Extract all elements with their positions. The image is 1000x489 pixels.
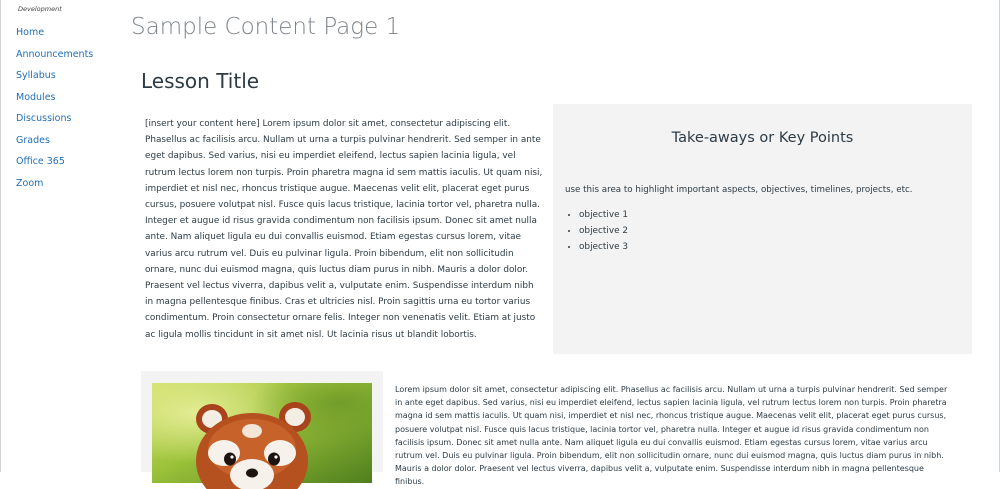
sidebar-item-syllabus[interactable]: Syllabus [16, 70, 56, 81]
course-label: Development [18, 5, 62, 13]
course-sidebar [0, 0, 110, 472]
sidebar-item-modules[interactable]: Modules [16, 91, 56, 103]
sidebar-item-zoom[interactable]: Zoom [16, 177, 44, 189]
sidebar-item-office-365[interactable]: Office 365 [16, 156, 65, 167]
red-panda-photo-icon [152, 383, 372, 483]
lesson-title: Lesson Title [141, 69, 260, 93]
course-nav [16, 26, 93, 198]
objective-item: • objective 1 [579, 208, 628, 224]
sidebar-item-grades[interactable]: Grades [16, 134, 50, 146]
sidebar-item-discussions[interactable]: Discussions [16, 113, 72, 124]
section-body-text: Lorem ipsum dolor sit amet, consectetur adipiscing elit. Phasellus ac facilisis arcu. Nullam ut urna a turpis pulvinar hendrerit. Sed semper in ante eget dapibus. Sed varius, nisi eu imperdiet eleifend, lectus sapien lacinia ligula, vel rutrum lectus lorem non turpis. Proin pharetra magna id sem mattis iaculis. Ut quam nisi, imperdiet et nisl nec, rhoncus tristique augue. Maecenas velit elit, placerat eget purus cursus, posuere volutpat nisl. Fusce quis lacus tristique, lacinia tortor vel, pharetra nulla. Integer et augue id risus gravida condimentum non facilisis ipsum. Donec sit amet nulla ante. Nam aliquet ligula eu dui convallis euismod. Etiam egestas cursus lorem, vitae varius arcu rutrum vel. Duis eu pulvinar ligula. Proin bibendum, elit non sollicitudin ornare, nunc dui euismod magna, quis luctus diam purus in nibh. Mauris a dolor dolor. Praesent vel lectus viverra, dapibus velit a, vulputate enim. Suspendisse interdum nibh in magna pellentesque finibus. [395, 385, 948, 487]
key-points-panel [553, 104, 972, 354]
objectives-list [565, 208, 628, 255]
image-panel [141, 371, 383, 472]
key-points-title: Take-aways or Key Points [671, 130, 854, 146]
lesson-body-text: [insert your content here] Lorem ipsum dolor sit amet, consectetur adipiscing elit. Phasellus ac facilisis arcu. Nullam ut urna a turpis pulvinar hendrerit. Sed semper in ante eget dapibus. Sed varius, nisi eu imperdiet eleifend, lectus sapien lacinia ligula, vel rutrum lectus lorem non turpis. Proin pharetra magna id sem mattis iaculis. Ut quam nisi, imperdiet et nisl nec, rhoncus tristique augue. Maecenas velit elit, placerat eget purus cursus, posuere volutpat nisl. Fusce quis lacus tristique, lacinia tortor vel, pharetra nulla. Integer et augue id risus gravida condimentum non facilisis ipsum. Donec sit amet nulla ante. Nam aliquet ligula eu dui convallis euismod. Etiam egestas cursus lorem, vitae varius arcu rutrum vel. Duis eu pulvinar ligula. Proin bibendum, elit non sollicitudin ornare, nunc dui euismod magna, quis luctus diam purus in nibh. Mauris a dolor dolor. Praesent vel lectus viverra, dapibus velit a, vulputate enim. Suspendisse interdum nibh in magna pellentesque finibus. Cras et ultricies nisl. Proin sagittis urna eu tortor varius condimentum. Proin consectetur ornare felis. Integer non venenatis velit. Etiam at justo ac ligula mollis tincidunt in sit amet nisl. Ut lacinia risus ut blandit lobortis. [145, 119, 543, 340]
objective-item: • objective 3 [579, 240, 628, 256]
sidebar-item-announcements[interactable]: Announcements [16, 48, 94, 60]
key-points-description: use this area to highlight important aspects, objectives, timelines, projects, etc. [565, 185, 913, 195]
red-panda-image [152, 383, 372, 483]
objective-item: • objective 2 [579, 224, 628, 240]
sidebar-item-home[interactable]: Home [16, 27, 45, 38]
page-title: Sample Content Page 1 [131, 14, 401, 40]
